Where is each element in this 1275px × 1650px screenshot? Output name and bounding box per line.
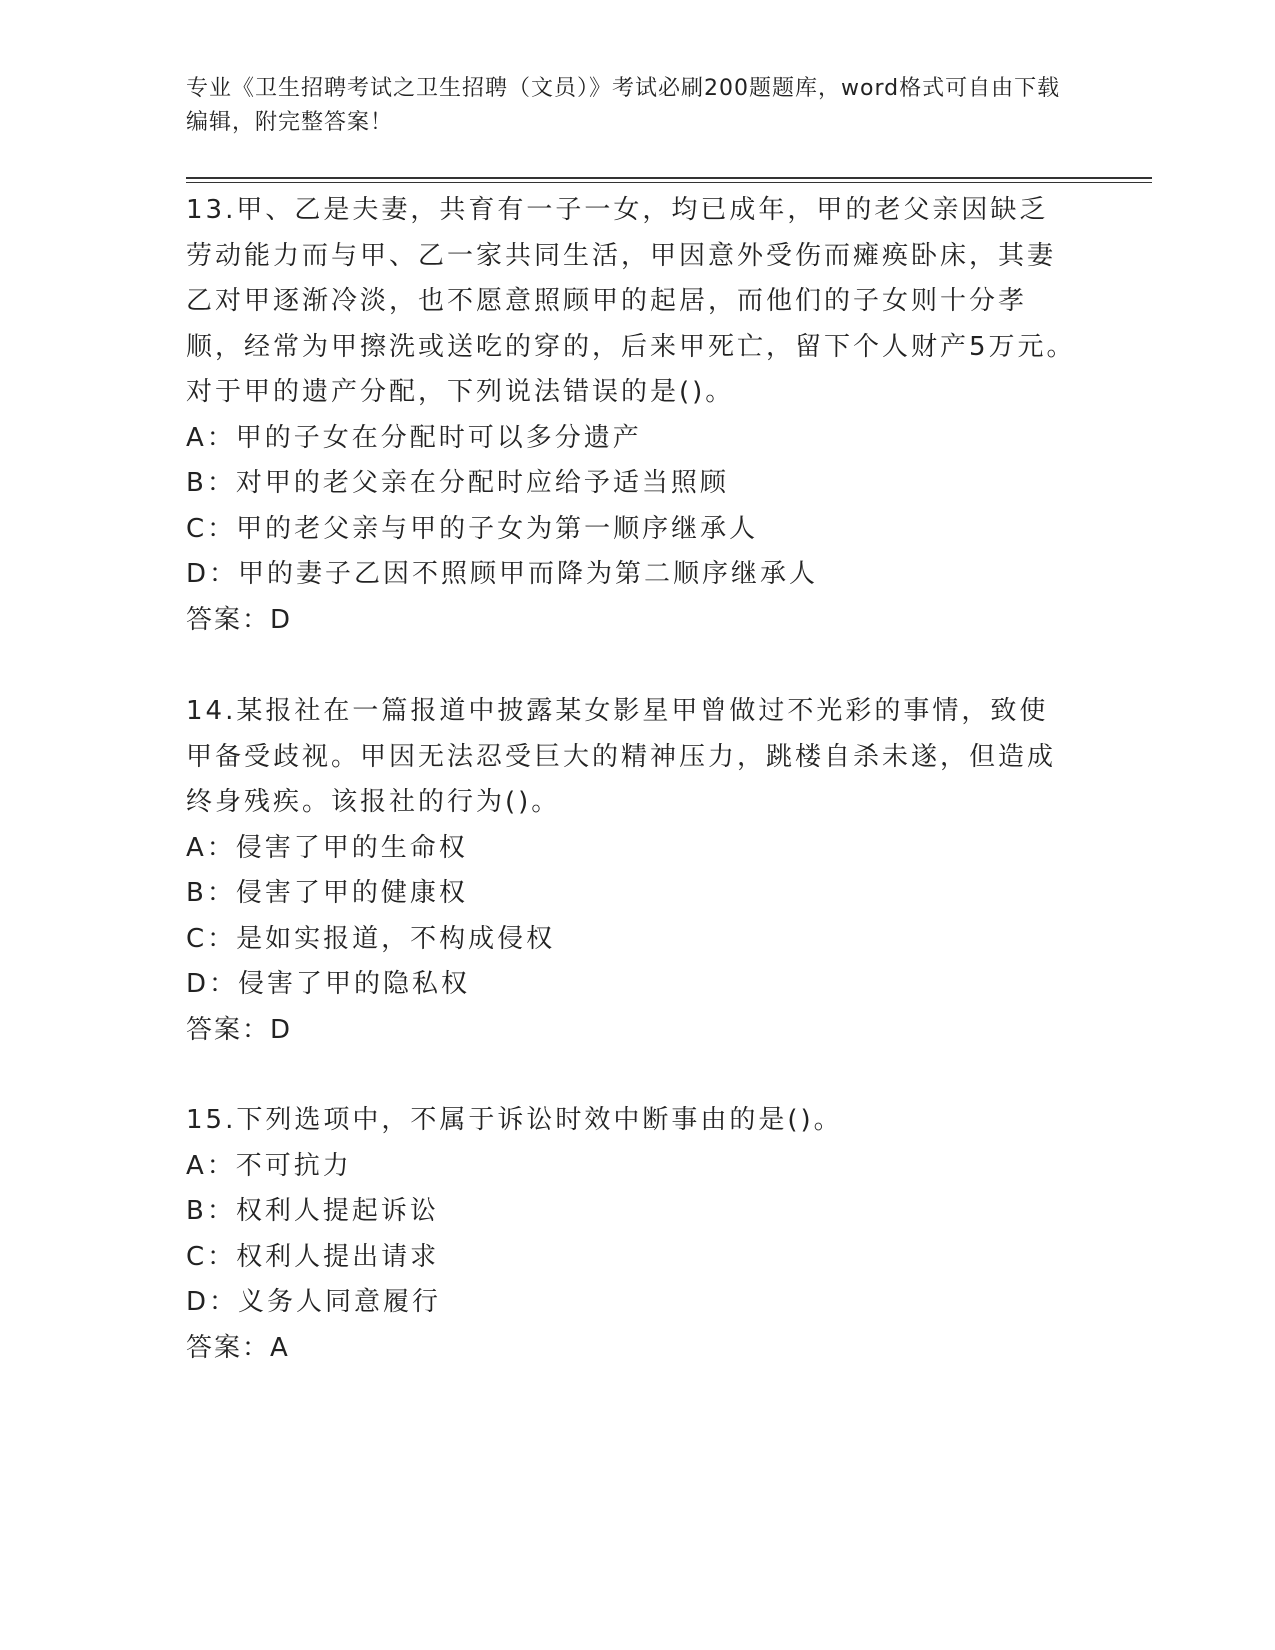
option-a: A：不可抗力 bbox=[186, 1150, 352, 1181]
question-stem: 15.下列选项中，不属于诉讼时效中断事由的是()。 bbox=[186, 1105, 843, 1135]
option-d: D：侵害了甲的隐私权 bbox=[186, 969, 471, 999]
option-b: B：权利人提起诉讼 bbox=[186, 1196, 439, 1226]
question-13 bbox=[186, 188, 1076, 643]
option-a: A：甲的子女在分配时可以多分遗产 bbox=[186, 422, 642, 453]
answer-label: 答案：D bbox=[186, 604, 293, 635]
document-header: 专业《卫生招聘考试之卫生招聘（文员）》考试必刷200题题库，word格式可自由下载编辑，附完整答案！ bbox=[186, 76, 1061, 135]
option-b: B：侵害了甲的健康权 bbox=[186, 878, 468, 908]
question-15 bbox=[186, 1098, 1076, 1371]
header-divider-top bbox=[186, 177, 1152, 179]
header-divider-bottom bbox=[186, 182, 1152, 183]
option-b: B：对甲的老父亲在分配时应给予适当照顾 bbox=[186, 468, 729, 498]
option-c: C：是如实报道，不构成侵权 bbox=[186, 923, 556, 954]
option-d: D：义务人同意履行 bbox=[186, 1287, 442, 1317]
option-d: D：甲的妻子乙因不照顾甲而降为第二顺序继承人 bbox=[186, 559, 819, 589]
answer-label: 答案：D bbox=[186, 1014, 293, 1045]
option-c: C：甲的老父亲与甲的子女为第一顺序继承人 bbox=[186, 513, 759, 544]
question-stem: 13.甲、乙是夫妻，共育有一子一女，均已成年，甲的老父亲因缺乏劳动能力而与甲、乙一家共同生活，甲因意外受伤而瘫痪卧床，其妻乙对甲逐渐冷淡，也不愿意照顾甲的起居，而他们的子女则十分孝顺，经常为甲擦洗或送吃的穿的，后来甲死亡，留下个人财产5万元。对于甲的遗产分配，下列说法错误的是()。 bbox=[186, 195, 1076, 407]
question-14 bbox=[186, 689, 1076, 1053]
option-a: A：侵害了甲的生命权 bbox=[186, 832, 468, 863]
option-c: C：权利人提出请求 bbox=[186, 1241, 440, 1272]
question-stem: 14.某报社在一篇报道中披露某女影星甲曾做过不光彩的事情，致使甲备受歧视。甲因无法忍受巨大的精神压力，跳楼自杀未遂，但造成终身残疾。该报社的行为()。 bbox=[186, 696, 1057, 817]
answer-label: 答案：A bbox=[186, 1332, 290, 1363]
